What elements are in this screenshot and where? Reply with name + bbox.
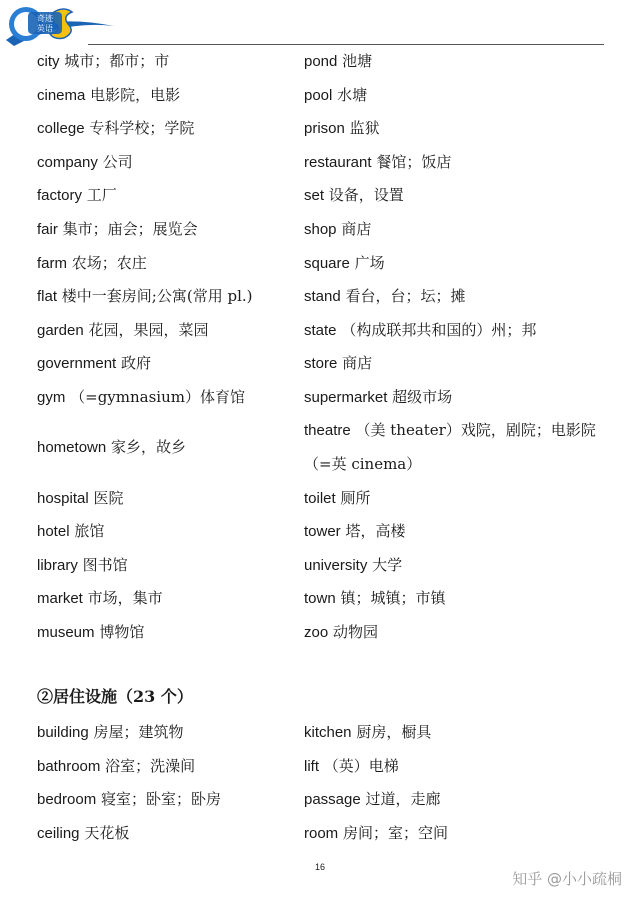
vocab-row: [37, 482, 617, 516]
page-number: 16: [314, 862, 325, 872]
vocab-row: [37, 280, 617, 314]
vocab-word: bedroom: [37, 791, 97, 809]
vocab-word: city: [37, 53, 60, 70]
vocab-word: stand: [304, 288, 341, 306]
vocab-meaning: 餐馆；饭店: [376, 152, 452, 171]
vocab-word: restaurant: [304, 153, 372, 171]
vocab-meaning: 天花板: [84, 823, 130, 842]
vocab-word: set: [304, 187, 325, 205]
vocab-entry: [304, 314, 617, 348]
vocab-entry: [304, 750, 617, 784]
vocab-meaning: 房屋；建筑物: [93, 723, 184, 741]
vocab-entry: [304, 247, 617, 281]
vocab-word: cinema: [37, 86, 86, 104]
vocab-row: [37, 582, 617, 616]
vocab-word: shop: [304, 220, 337, 238]
vocab-entry: [304, 112, 617, 146]
vocab-meaning: 池塘: [342, 52, 373, 70]
vocab-word: gym: [37, 388, 66, 406]
vocab-entry: [304, 179, 617, 213]
vocab-entry: [37, 716, 304, 750]
vocab-word: passage: [304, 791, 361, 809]
vocab-word: library: [37, 556, 78, 574]
vocab-word: kitchen: [304, 724, 352, 741]
vocab-meaning: 家乡，故乡: [111, 438, 187, 457]
vocab-entry: [37, 79, 304, 113]
vocab-word: company: [37, 153, 98, 171]
vocab-entry: [37, 112, 304, 146]
vocab-entry: [37, 381, 304, 415]
vocab-row: [37, 549, 617, 583]
vocab-entry: [37, 213, 304, 247]
vocab-meaning: 浴室；洗澡间: [105, 756, 196, 775]
vocab-word: toilet: [304, 489, 336, 507]
vocab-entry: [304, 515, 617, 549]
vocab-entry: [37, 314, 304, 348]
vocab-entry: [304, 280, 617, 314]
vocab-entry: [37, 549, 304, 583]
vocab-meaning: 农场；农庄: [71, 253, 147, 272]
vocab-row: [37, 45, 617, 79]
vocab-entry: [304, 381, 617, 415]
vocab-row: [37, 79, 617, 113]
vocab-entry: [304, 146, 617, 180]
vocab-word: lift: [304, 757, 319, 775]
vocab-entry: [304, 213, 617, 247]
vocab-word: college: [37, 120, 85, 138]
vocab-entry: [37, 146, 304, 180]
vocab-word: supermarket: [304, 388, 388, 406]
vocab-word: hometown: [37, 439, 107, 457]
vocab-entry: [37, 179, 304, 213]
vocab-word: flat: [37, 288, 58, 306]
vocab-meaning: 监狱: [349, 119, 380, 138]
vocab-word: store: [304, 355, 338, 373]
vocab-word: university: [304, 556, 368, 574]
watermark: 知乎 @小小疏桐: [512, 870, 622, 888]
vocab-entry: [304, 414, 617, 481]
vocab-word: pond: [304, 53, 338, 70]
vocab-word: prison: [304, 120, 345, 138]
vocab-row: [37, 783, 617, 817]
vocab-row: [37, 716, 617, 750]
vocab-meaning: 专科学校；学院: [89, 119, 195, 138]
vocab-meaning: 过道，走廊: [365, 790, 441, 809]
vocab-meaning: （英）电梯: [323, 756, 399, 775]
vocab-row: [37, 750, 617, 784]
vocab-meaning: 塔，高楼: [345, 522, 406, 541]
vocab-entry: [304, 817, 617, 851]
vocab-row: [37, 347, 617, 381]
vocab-meaning: 工厂: [86, 186, 117, 205]
vocab-row: [37, 179, 617, 213]
vocab-word: museum: [37, 623, 95, 641]
vocab-meaning: 镇；城镇；市镇: [340, 589, 446, 608]
vocab-meaning: 超级市场: [392, 387, 453, 406]
vocab-meaning: 房间；室；空间: [342, 823, 448, 842]
vocab-entry: [37, 783, 304, 817]
vocab-entry: [304, 582, 617, 616]
vocab-word: pool: [304, 86, 333, 104]
section-title: ②居住设施（23 个）: [37, 687, 193, 706]
vocab-word: town: [304, 590, 336, 608]
vocab-meaning: 旅馆: [74, 522, 105, 541]
vocab-word: market: [37, 590, 83, 608]
vocab-word: tower: [304, 523, 341, 541]
vocab-meaning: 楼中一套房间;公寓(常用 pl.): [61, 287, 253, 306]
vocab-row: [37, 314, 617, 348]
vocab-row: [37, 112, 617, 146]
vocab-meaning: 大学: [372, 555, 403, 574]
vocab-entry: [37, 750, 304, 784]
vocab-word: garden: [37, 321, 84, 339]
vocab-word: factory: [37, 187, 83, 205]
vocab-meaning: 电影院，电影: [90, 85, 181, 104]
vocab-row: [37, 616, 617, 650]
vocab-word: zoo: [304, 623, 329, 641]
vocab-table-housing: [37, 716, 617, 850]
vocab-entry: [37, 817, 304, 851]
vocab-meaning: 集市；庙会；展览会: [62, 219, 198, 238]
vocab-word: fair: [37, 220, 58, 238]
vocab-row: [37, 515, 617, 549]
vocab-word: building: [37, 724, 89, 741]
vocab-entry: [304, 783, 617, 817]
vocab-entry: [37, 45, 304, 79]
vocab-entry: [37, 247, 304, 281]
vocab-entry: [304, 716, 617, 750]
vocab-meaning: 厕所: [340, 488, 371, 507]
vocab-meaning: 政府: [121, 354, 152, 373]
vocab-table-places: [37, 45, 617, 650]
vocab-meaning: 花园，果园，菜园: [88, 320, 209, 339]
vocab-meaning: 水塘: [337, 85, 368, 104]
vocab-entry: [37, 280, 304, 314]
vocab-meaning: 市场，集市: [87, 589, 163, 608]
vocab-meaning: （美 theater）戏院，剧院；电影院（=英 cinema）: [304, 421, 596, 474]
vocab-entry: [37, 582, 304, 616]
vocab-word: bathroom: [37, 757, 101, 775]
vocab-entry: [37, 431, 304, 465]
vocab-word: hotel: [37, 523, 70, 541]
vocab-entry: [304, 347, 617, 381]
vocab-meaning: 厨房，橱具: [356, 723, 432, 741]
svg-text:奇迹: 奇迹: [37, 14, 53, 23]
vocab-entry: [304, 616, 617, 650]
vocab-row: [37, 213, 617, 247]
vocab-row: [37, 415, 617, 482]
vocab-meaning: 城市；都市；市: [64, 52, 170, 70]
vocab-entry: [304, 482, 617, 516]
vocab-word: room: [304, 824, 339, 842]
vocab-meaning: 商店: [342, 354, 373, 373]
vocab-entry: [304, 79, 617, 113]
vocab-meaning: 博物馆: [99, 622, 145, 641]
vocab-row: [37, 381, 617, 415]
vocab-entry: [37, 347, 304, 381]
vocab-meaning: 看台，台；坛；摊: [345, 287, 466, 306]
vocab-row: [37, 817, 617, 851]
vocab-meaning: 动物园: [332, 622, 378, 641]
vocab-entry: [304, 45, 617, 79]
vocab-meaning: 商店: [341, 219, 372, 238]
vocab-meaning: 图书馆: [82, 555, 128, 574]
vocab-word: ceiling: [37, 824, 80, 842]
vocab-meaning: 寝室；卧室；卧房: [100, 790, 221, 809]
vocab-row: [37, 146, 617, 180]
vocab-word: hospital: [37, 489, 89, 507]
vocab-row: [37, 247, 617, 281]
vocab-entry: [37, 482, 304, 516]
vocab-meaning: 广场: [354, 253, 385, 272]
vocab-entry: [37, 515, 304, 549]
vocab-word: government: [37, 355, 117, 373]
vocab-entry: [37, 616, 304, 650]
vocab-meaning: 医院: [93, 488, 124, 507]
vocab-entry: [304, 549, 617, 583]
vocab-meaning: 公司: [102, 152, 133, 171]
vocab-word: theatre: [304, 422, 351, 440]
vocab-word: farm: [37, 254, 67, 272]
vocab-word: square: [304, 254, 350, 272]
vocab-meaning: （=gymnasium）体育馆: [70, 387, 245, 406]
vocab-word: state: [304, 321, 337, 339]
svg-text:英语: 英语: [37, 24, 53, 33]
vocab-meaning: （构成联邦共和国的）州；邦: [341, 320, 537, 339]
vocab-meaning: 设备，设置: [328, 186, 404, 205]
publisher-logo: [2, 2, 120, 50]
